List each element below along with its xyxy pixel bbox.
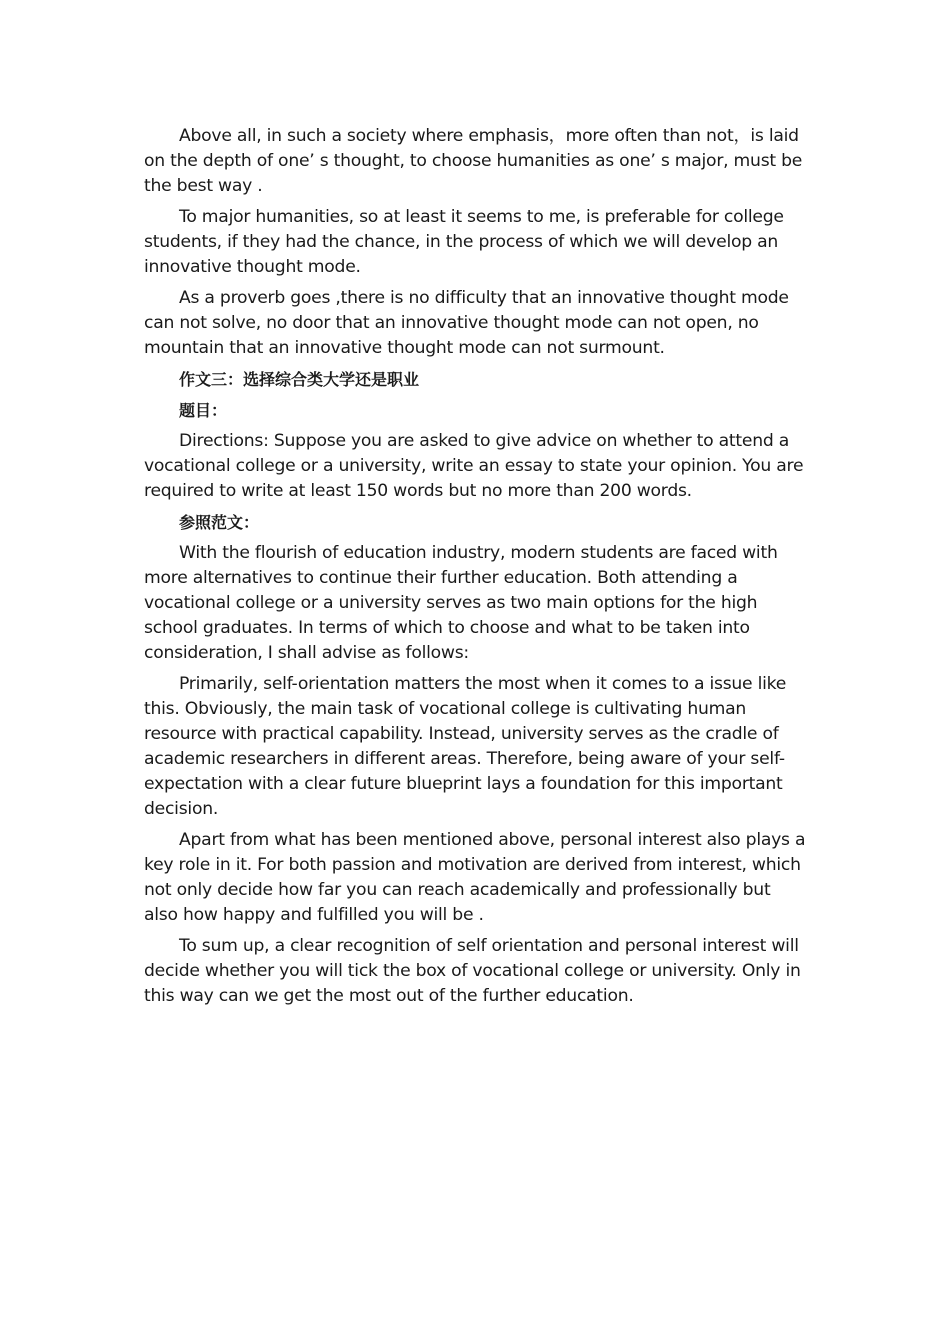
essay-title: 作文三：选择综合类大学还是职业 [179, 370, 420, 389]
sample-essay-label: 参照范文： [179, 513, 260, 532]
sample-paragraph-intro: With the flourish of education industry, modern students are faced with more alternatives to continue their further education. Both attending a vocational college or a university serves as two main options for the high school graduates. In terms of which to choose and what to be taken into consideration, I shall advise as follows: [144, 543, 778, 663]
topic-label: 题目： [179, 401, 228, 420]
paragraph-humanities-conclusion: Above all, in such a society where emphasis，more often than not，is laid on the depth of one’ s thought, to choose humanities as one’ s major, must be the best way . [144, 126, 803, 196]
sample-paragraph-self-orientation: Primarily, self-orientation matters the most when it comes to a issue like this. Obviously, the main task of vocational college is cultivating human resource with practical capability. Instead, university serves as the cradle of academic researchers in different areas. Therefore, being aware of your self-expectation with a clear future blueprint lays a foundation for this important decision. [144, 674, 787, 819]
sample-paragraph-personal-interest: Apart from what has been mentioned above, personal interest also plays a key role in it. For both passion and motivation are derived from interest, which not only decide how far you can reach academically and professionally but also how happy and fulfilled you will be . [144, 830, 806, 925]
sample-paragraph-conclusion: To sum up, a clear recognition of self orientation and personal interest will decide whether you will tick the box of vocational college or university. Only in this way can we get the most out of the further education. [144, 936, 801, 1006]
document-page [144, 124, 806, 1015]
paragraph-major-humanities: To major humanities, so at least it seems to me, is preferable for college students, if they had the chance, in the process of which we will develop an innovative thought mode. [144, 207, 784, 277]
paragraph-proverb: As a proverb goes ,there is no difficulty that an innovative thought mode can not solve, no door that an innovative thought mode can not open, no mountain that an innovative thought mode can not surmount. [144, 288, 789, 358]
directions-paragraph: Directions: Suppose you are asked to give advice on whether to attend a vocational college or a university, write an essay to state your opinion. You are required to write at least 150 words but no more than 200 words. [144, 431, 804, 501]
